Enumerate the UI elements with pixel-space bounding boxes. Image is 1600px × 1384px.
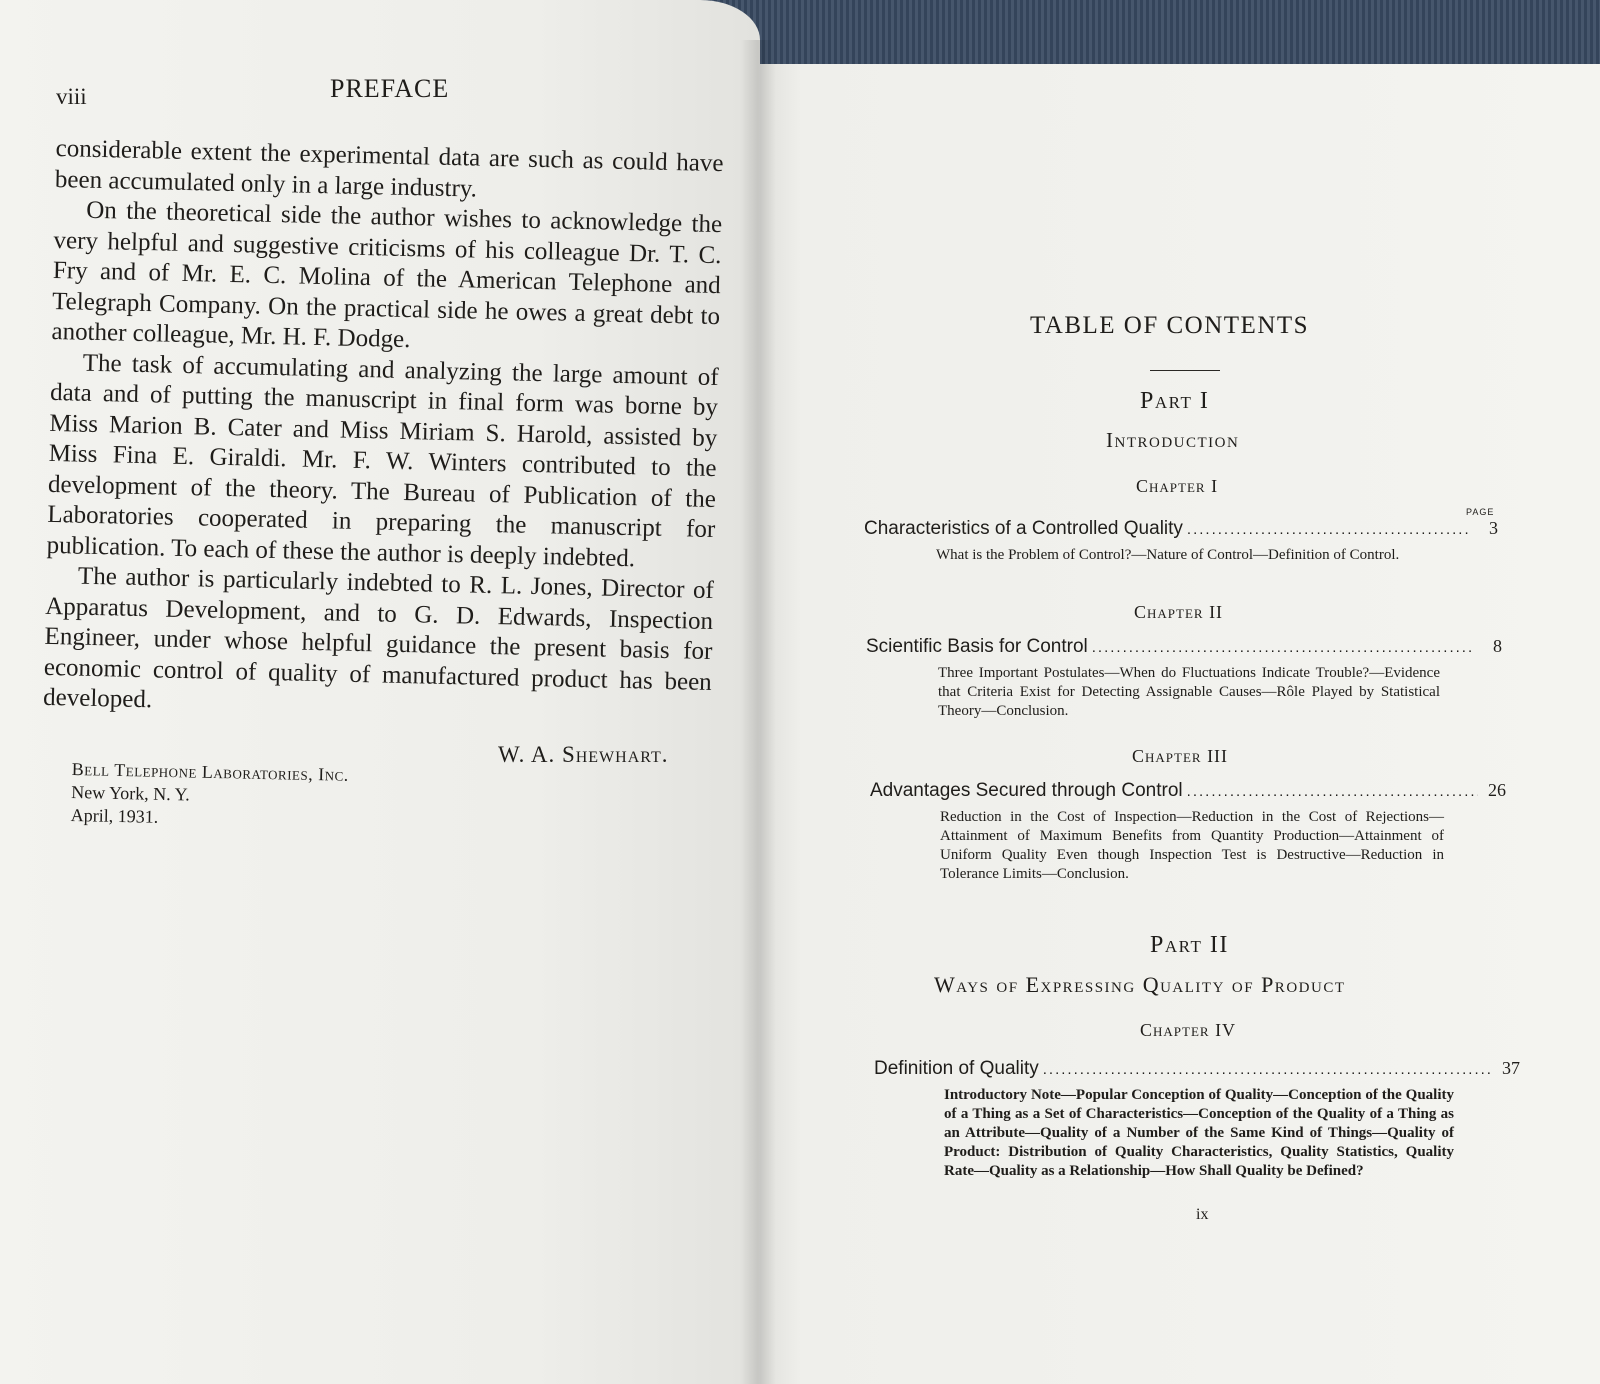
chapter-label: Chapter I xyxy=(1136,476,1219,496)
preface-paragraph: On the theoretical side the author wishes to acknowledge the very helpful and suggestive criticisms of his colleague Dr. T. C. Fry and of Mr. E. C. Molina of the American Telephone and Telegraph Company. On the practical side he owes a great debt to another colleague, Mr. H. F. Dodge. xyxy=(51,196,723,354)
preface-paragraph: considerable extent the experimental data are such as could have been accumulated only in a large industry. xyxy=(54,134,724,203)
part-title: Ways of Expressing Quality of Product xyxy=(934,972,1346,997)
leader-dots xyxy=(1187,521,1470,538)
toc-entry-title: Advantages Secured through Control xyxy=(870,780,1183,801)
chapter-label: Chapter IV xyxy=(1140,1020,1237,1040)
toc-page-number: 26 xyxy=(1488,780,1506,800)
part-title: Introduction xyxy=(1106,428,1240,452)
toc-entry-description: What is the Problem of Control?—Nature of Control—Definition of Control. xyxy=(936,547,1400,563)
toc-entry-description: Introductory Note—Popular Conception of Quality—Conception of the Quality of a Thing as a Set of Characteristics—Conception of the Quality of a Thing as an Attribute—Quality of a Number of the Same Kind of Things—Quality of Product: Distribution of Quality Characteristics, Quality Statistics, Quality Rate—Quality as a Relationship—How Shall Quality be Defined? xyxy=(944,1087,1454,1179)
toc-entry[interactable] xyxy=(864,518,1498,540)
running-head: PREFACE xyxy=(330,74,450,103)
part-label: Part I xyxy=(1140,388,1210,414)
signature-block xyxy=(71,758,349,833)
toc-entry-description: Three Important Postulates—When do Fluctuations Indicate Trouble?—Evidence that Criteria Exist for Detecting Assignable Causes—Rôle Played by Statistical Theory—Conclusion. xyxy=(938,665,1440,719)
toc-page-number: 8 xyxy=(1493,636,1502,656)
toc-entry-title: Definition of Quality xyxy=(874,1058,1039,1079)
preface-body xyxy=(43,134,724,729)
date: April, 1931. xyxy=(70,804,159,827)
toc-entry[interactable] xyxy=(866,636,1502,658)
toc-page-number: 37 xyxy=(1502,1058,1520,1078)
page-column-label: PAGE xyxy=(1466,507,1495,517)
right-page xyxy=(750,64,1600,1384)
toc-entry-description: Reduction in the Cost of Inspection—Reduction in the Cost of Rejections—Attainment of Maximum Benefits from Quantity Production—Attainment of Uniform Quality Even though Inspection Test is Destructive—Reduction in Tolerance Limits—Conclusion. xyxy=(940,809,1444,882)
book-gutter xyxy=(740,40,776,1384)
part-label: Part II xyxy=(1150,932,1229,958)
preface-paragraph: The task of accumulating and analyzing the large amount of data and of putting the manuscript in final form was borne by Miss Marion B. Cater and Miss Miriam S. Harold, assisted by Miss Fina E. Giraldi. Mr. F. W. Winters contributed to the development of the theory. The Bureau of Publication of the Laboratories cooperated in preparing the manuscript for publication. To each of these the author is deeply indebted. xyxy=(46,349,719,572)
toc-title: TABLE OF CONTENTS xyxy=(1030,312,1310,339)
toc-page-number: 3 xyxy=(1489,518,1498,538)
page-number-right: ix xyxy=(1196,1206,1209,1223)
company-name: Bell Telephone Laboratories, Inc. xyxy=(71,758,349,785)
title-rule xyxy=(1150,370,1220,371)
leader-dots xyxy=(1187,783,1478,800)
leader-dots xyxy=(1092,639,1474,656)
toc-entry[interactable] xyxy=(870,780,1506,802)
toc-entry-title: Characteristics of a Controlled Quality xyxy=(864,518,1183,539)
toc-entry-title: Scientific Basis for Control xyxy=(866,636,1088,657)
author-signature: W. A. Shewhart. xyxy=(498,742,669,767)
location: New York, N. Y. xyxy=(71,781,191,805)
leader-dots xyxy=(1043,1061,1492,1078)
page-number-left: viii xyxy=(56,84,87,109)
toc-entry[interactable] xyxy=(874,1058,1520,1080)
chapter-label: Chapter III xyxy=(1132,746,1229,766)
chapter-label: Chapter II xyxy=(1134,602,1224,622)
preface-paragraph: The author is particularly indebted to R. L. Jones, Director of Apparatus Development, and to G. D. Edwards, Inspection Engineer, under whose helpful guidance the present basis for economic control of quality of manufactured product has been developed. xyxy=(42,562,715,714)
